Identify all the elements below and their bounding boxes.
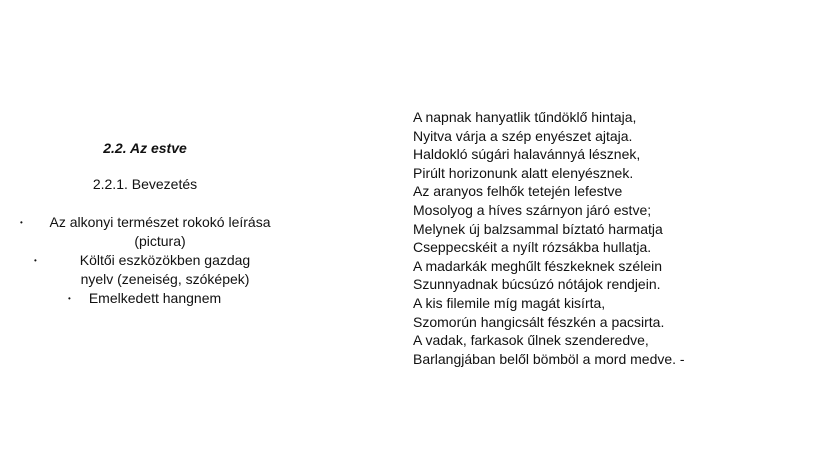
poem-line: A napnak hanyatlik tűndöklő hintaja,	[413, 109, 637, 125]
poem-line: Barlangjában belől bömböl a mord medve. -	[413, 350, 685, 367]
bullet-text: Az alkonyi természet rokokó leírása (pictura)	[49, 214, 271, 249]
bullet-text: Emelkedett hangnem	[88, 290, 222, 306]
poem-line: Melynek új balzsammal bíztató harmatja	[413, 220, 663, 237]
section-subtitle: 2.2.1. Bevezetés	[92, 176, 198, 192]
poem-line: Szomorún hangicsált fészkén a pacsirta.	[413, 313, 665, 330]
poem-line: A vadak, farkasok űlnek szenderedve,	[413, 332, 649, 349]
bullet-icon: •	[68, 294, 71, 303]
bullet-item	[0, 289, 290, 308]
bullet-text: Költői eszközökben gazdag nyelv (zeneiség, szóképek)	[79, 252, 251, 287]
poem-line: Cseppecskéit a nyílt rózsákba hullatja.	[413, 239, 652, 256]
bullet-item	[0, 251, 290, 289]
bullet-item	[0, 213, 290, 251]
poem-line: Nyitva várja a szép enyészet ajtaja.	[413, 127, 633, 144]
bullet-icon: •	[20, 218, 23, 227]
poem-line: Haldokló súgári halavánnyá lésznek,	[413, 146, 641, 163]
section-title: 2.2. Az estve	[103, 140, 187, 156]
poem-line: A madarkák meghűlt fészkeknek szélein	[413, 257, 663, 274]
poem-line: Mosolyog a híves szárnyon járó estve;	[413, 201, 652, 218]
poem-line: Pirúlt horizonunk alatt elenyésznek.	[413, 164, 634, 181]
left-column	[0, 140, 290, 308]
bullet-list	[0, 213, 290, 308]
poem-line: Szunnyadnak búcsúzó nótájok rendjein.	[413, 276, 661, 293]
poem-line: Az aranyos felhők tetején lefestve	[413, 183, 623, 200]
poem-text	[413, 108, 685, 368]
poem-line: A kis filemile míg magát kisírta,	[413, 294, 606, 311]
bullet-icon: •	[34, 256, 37, 265]
